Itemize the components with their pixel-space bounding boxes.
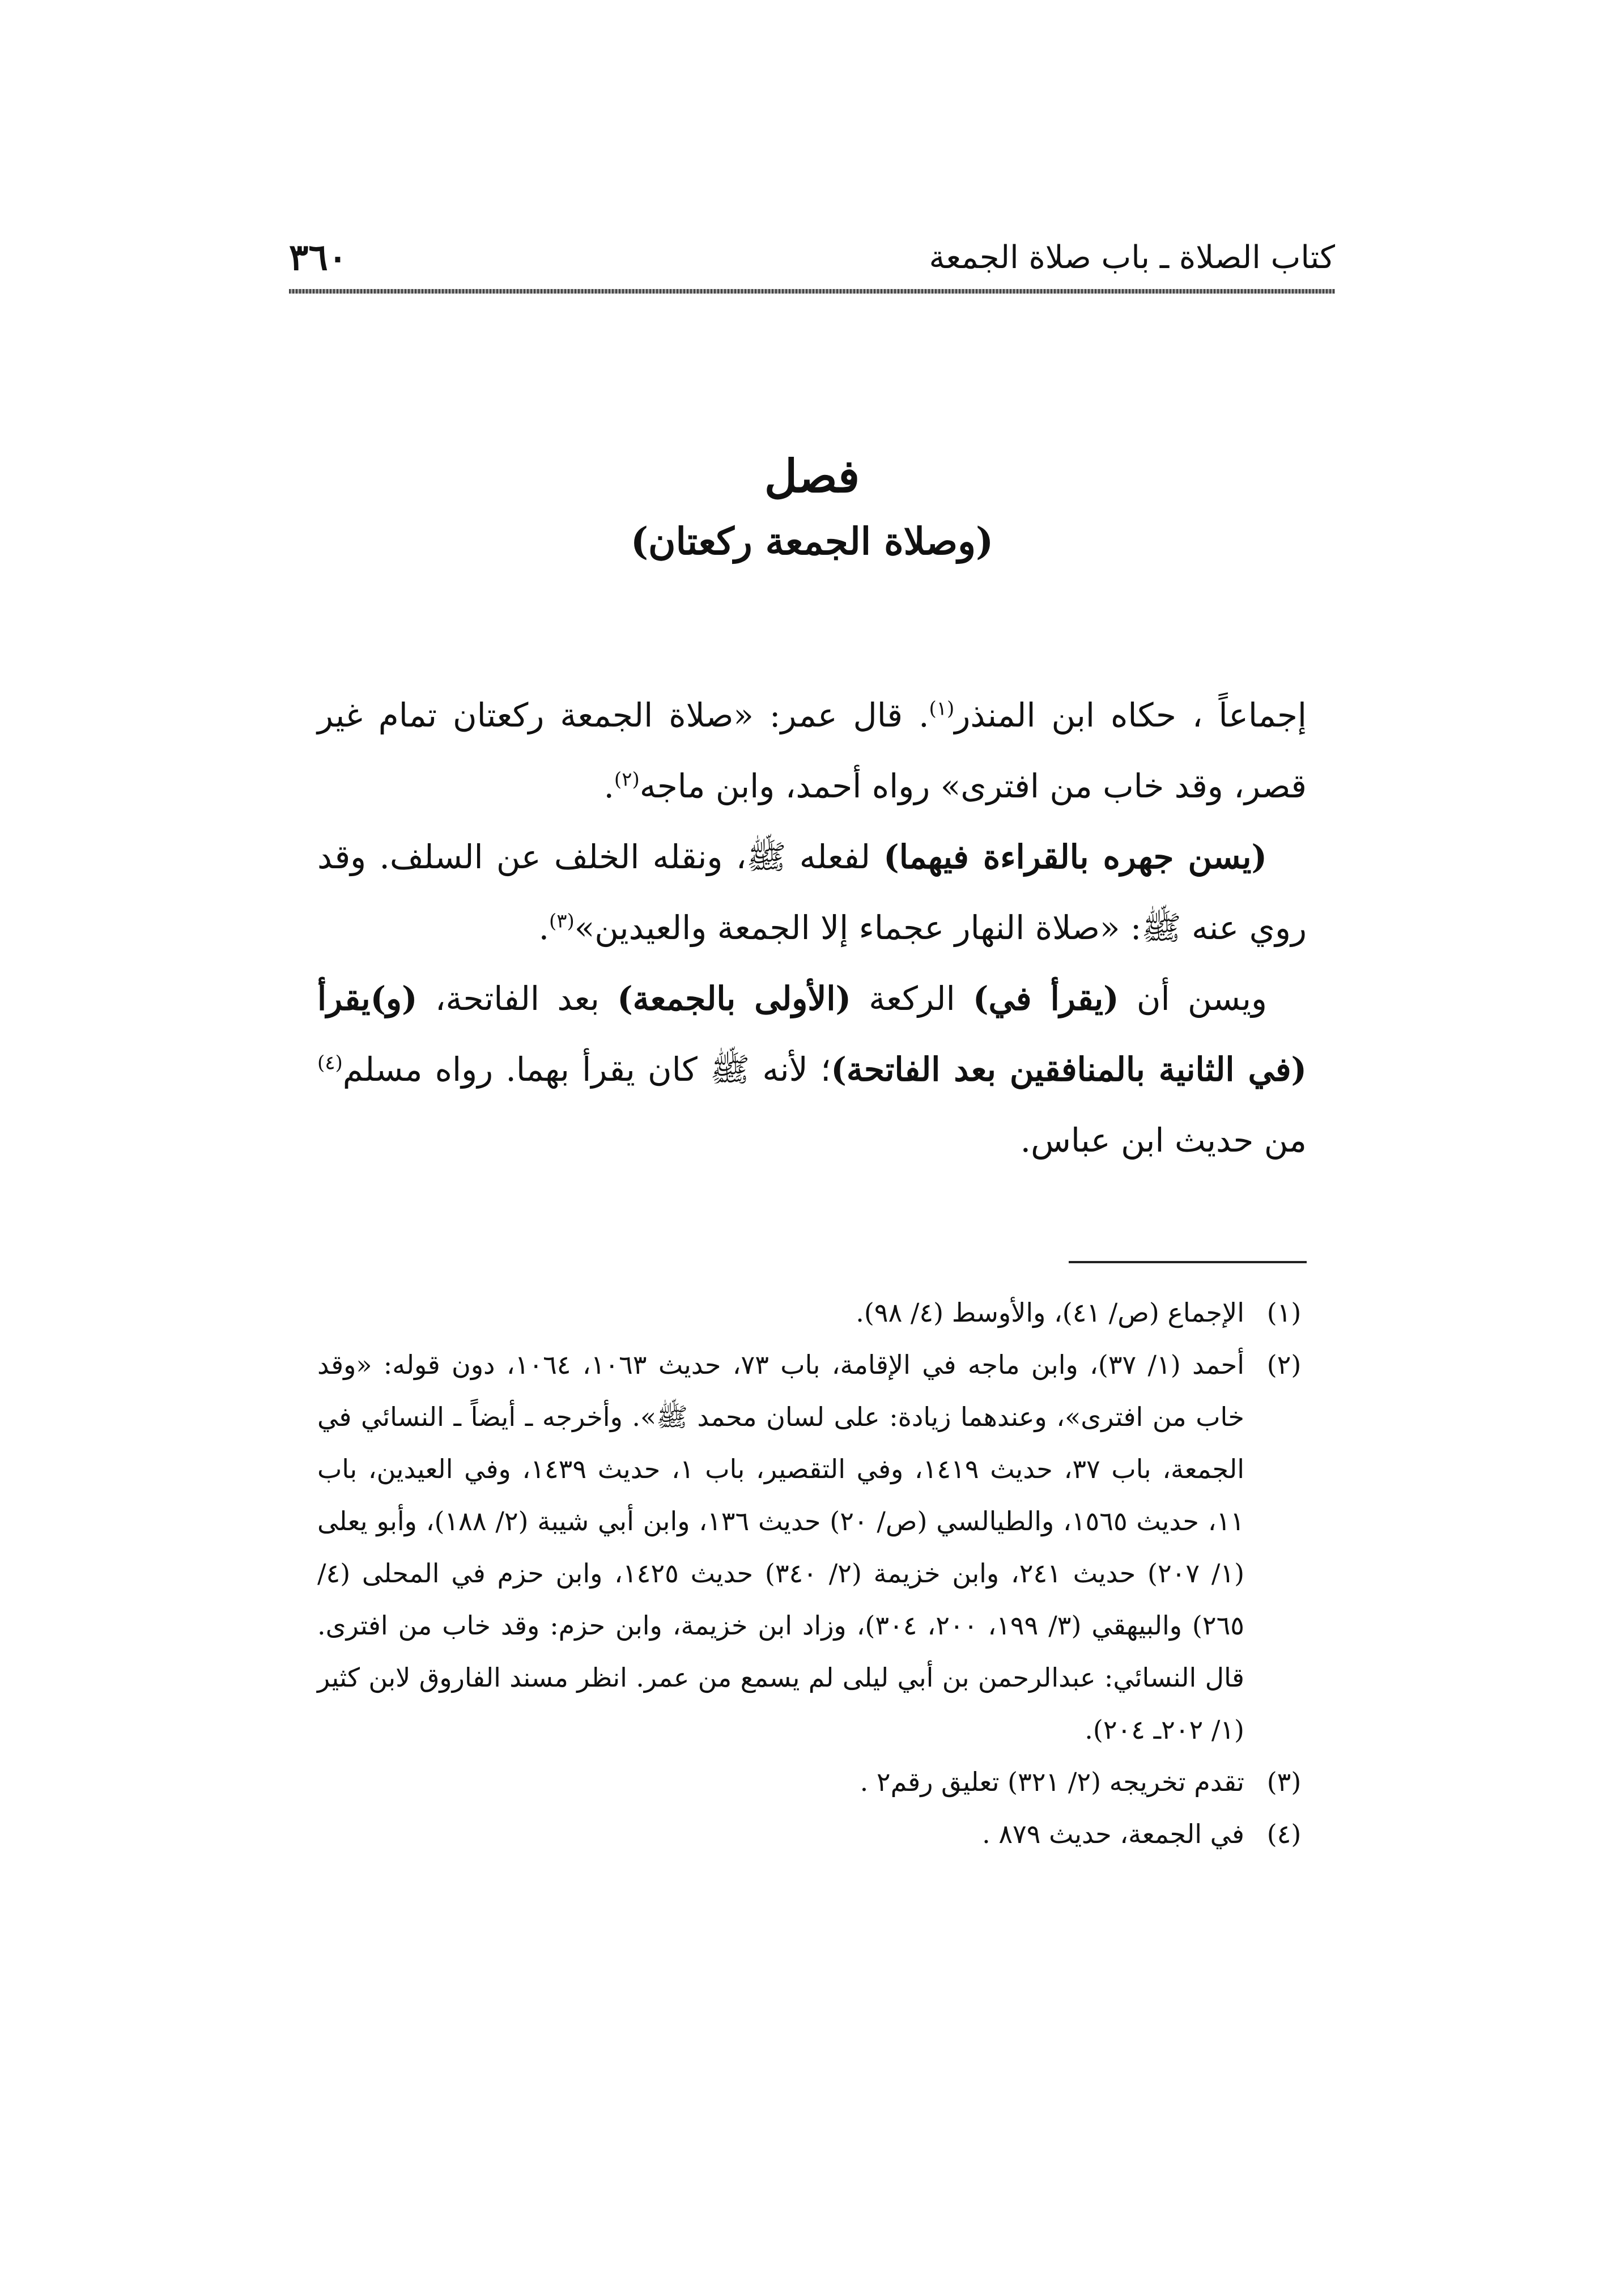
header-title: كتاب الصلاة ـ باب صلاة الجمعة [929, 239, 1335, 276]
p2-text-a: لفعله ﷺ، ونقله الخلف عن السلف. وقد روي عنه ﷺ: «صلاة النهار عجماء إلا الجمعة والعيدين» [317, 838, 1307, 947]
p2-text-b: . [538, 908, 549, 947]
p3-bold-2: (الأولى بالجمعة) [617, 979, 851, 1018]
footnote-item [317, 1286, 1307, 1339]
p1-text-c: . [603, 767, 614, 805]
footnote-divider [1069, 1261, 1307, 1263]
p3-text-a3: بعد الفاتحة، [417, 979, 618, 1018]
p1-text-a: إجماعاً ، حكاه ابن المنذر [954, 696, 1307, 734]
footnote-number: (١) [1266, 1297, 1302, 1328]
running-header [289, 232, 1335, 295]
footnote-text: تقدم تخريجه (٢/ ٣٢١) تعليق رقم٢ . [860, 1767, 1244, 1797]
footnote-text: في الجمعة، حديث ٨٧٩ . [982, 1819, 1244, 1849]
section-heading [289, 442, 1335, 572]
footnote-text: أحمد (١/ ٣٧)، وابن ماجه في الإقامة، باب ٧٣، حديث ١٠٦٣، ١٠٦٤، دون قوله: «وقد خاب من افترى»، وعندهما زيادة: على لسان محمد ﷺ». وأخرجه ـ أيضاً ـ النسائي في الجمعة، باب ٣٧، حديث ١٤١٩، وفي التقصير، باب ١، حديث ١٤٣٩، وفي العيدين، باب ١١، حديث ١٥٦٥، والطيالسي (ص/ ٢٠) حديث ١٣٦، وابن أبي شيبة (٢/ ١٨٨)، وأبو يعلى (١/ ٢٠٧) حديث ٢٤١، وابن خزيمة (٢/ ٣٤٠) حديث ١٤٢٥، وابن حزم في المحلى (٤/ ٢٦٥) والبيهقي (٣/ ١٩٩، ٢٠٠، ٣٠٤)، وزاد ابن خزيمة، وابن حزم: وقد خاب من افترى. قال النسائي: عبدالرحمن بن أبي ليلى لم يسمع من عمر. انظر مسند الفاروق لابن كثير (١/ ٢٠٢ـ ٢٠٤). [317, 1349, 1245, 1745]
p3-text-a4: ؛ لأنه ﷺ كان يقرأ بهما. رواه مسلم [342, 1050, 831, 1089]
paragraph-2 [317, 822, 1307, 963]
footnote-number: (٤) [1266, 1819, 1302, 1849]
footnote-text: الإجماع (ص/ ٤١)، والأوسط (٤/ ٩٨). [856, 1297, 1244, 1328]
footnote-ref-3: (٣) [549, 910, 575, 933]
footnotes [317, 1286, 1307, 1860]
p2-bold: (يسن جهره بالقراءة فيهما) [883, 838, 1267, 876]
p3-text-a2: الركعة [851, 979, 973, 1018]
footnote-number: (٢) [1266, 1349, 1302, 1380]
paragraph-1 [317, 680, 1307, 822]
footnote-ref-1: (١) [929, 697, 955, 720]
p1-text-b: . قال عمر: «صلاة الجمعة ركعتان تمام غير قصر، وقد خاب من افترى» رواه أحمد، وابن ماجه [317, 696, 1307, 805]
p3-bold-1: (يقرأ في) [973, 979, 1119, 1018]
footnote-item [317, 1808, 1307, 1860]
page-number: ٣٦٠ [289, 236, 348, 279]
section-title: فصل [764, 449, 860, 503]
footnote-ref-4: (٤) [317, 1051, 343, 1075]
section-subtitle: (وصلاة الجمعة ركعتان) [630, 519, 994, 563]
footnote-ref-2: (٢) [614, 768, 640, 791]
footnote-item [317, 1756, 1307, 1808]
p3-bold-4: يقرأ (في الثانية بالمنافقين بعد الفاتحة) [317, 979, 1307, 1089]
p3-text-a: ويسن أن [1119, 979, 1267, 1018]
header-divider [289, 289, 1335, 294]
footnote-item [317, 1339, 1307, 1756]
p3-text-a5: من حديث ابن عباس. [1020, 1121, 1307, 1160]
main-text [317, 680, 1307, 1176]
footnote-number: (٣) [1266, 1767, 1302, 1797]
paragraph-3 [317, 963, 1307, 1176]
p3-bold-3: (و) [370, 979, 418, 1018]
